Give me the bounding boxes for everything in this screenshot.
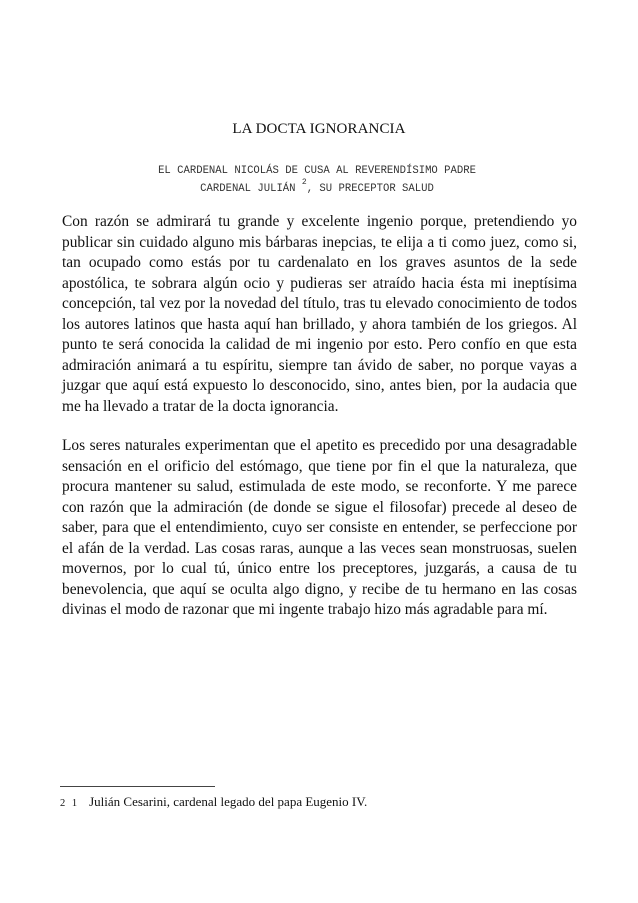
- document-title: LA DOCTA IGNORANCIA: [232, 121, 406, 137]
- paragraph-1: Con razón se admirará tu grande y excelente ingenio porque, pretendiendo yo publicar sin cuidado alguno mis bárbaras inepcias, te elija a ti como juez, como si, tan ocupado como estás por tu cardenalato en los graves asuntos de la sede apostólica, te sobrara algún ocio y pudieras ser atraído hacia ésta mi ineptísima concepción, tal vez por la novedad del título, tras tu elevado conocimiento de todos los autores latinos que hasta aquí han brillado, y ahora también de los griegos. Al punto te será conocida la calidad de mi ingenio por esto. Pero confío en que esta admiración animará a tu espíritu, siempre tan ávido de saber, no porque vayas a juzgar que aquí está expuesto lo desconocido, sino, antes bien, por la audacia que me ha llevado a tratar de la docta ignorancia.: [62, 213, 577, 415]
- footnote-reference[interactable]: 2: [301, 178, 307, 187]
- footnote-marker: 2 1: [60, 798, 80, 809]
- footnote: [60, 794, 580, 812]
- dedication-line-2-start: CARDENAL JULIÁN: [200, 183, 302, 195]
- footnote-text: Julián Cesarini, cardenal legado del papa Eugenio IV.: [89, 794, 368, 809]
- dedication-line-2: [0, 178, 636, 195]
- dedication-line-1: EL CARDENAL NICOLÁS DE CUSA AL REVERENDÍSIMO PADRE: [158, 165, 476, 177]
- paragraph-2: Los seres naturales experimentan que el apetito es precedido por una desagradable sensación en el orificio del estómago, que tiene por fin el que la naturaleza, que procura mantener su salud, estimulada de este modo, se reconforte. Y me parece con razón que la admiración (de donde se sigue el filosofar) precede al deseo de saber, para que el entendimiento, cuyo ser consiste en entender, se perfeccione por el afán de la verdad. Las cosas raras, aunque a las veces sean monstruosas, suelen movernos, por lo cual tú, único entre los preceptores, juzgarás, a causa de tu benevolencia, que aquí se oculta algo digno, y recibe de tu hermano en las cosas divinas el modo de razonar que mi ingente trabajo hizo más agradable para mí.: [62, 437, 577, 618]
- footnote-divider: [60, 786, 215, 787]
- dedication-line-2-end: , SU PRECEPTOR SALUD: [306, 183, 434, 195]
